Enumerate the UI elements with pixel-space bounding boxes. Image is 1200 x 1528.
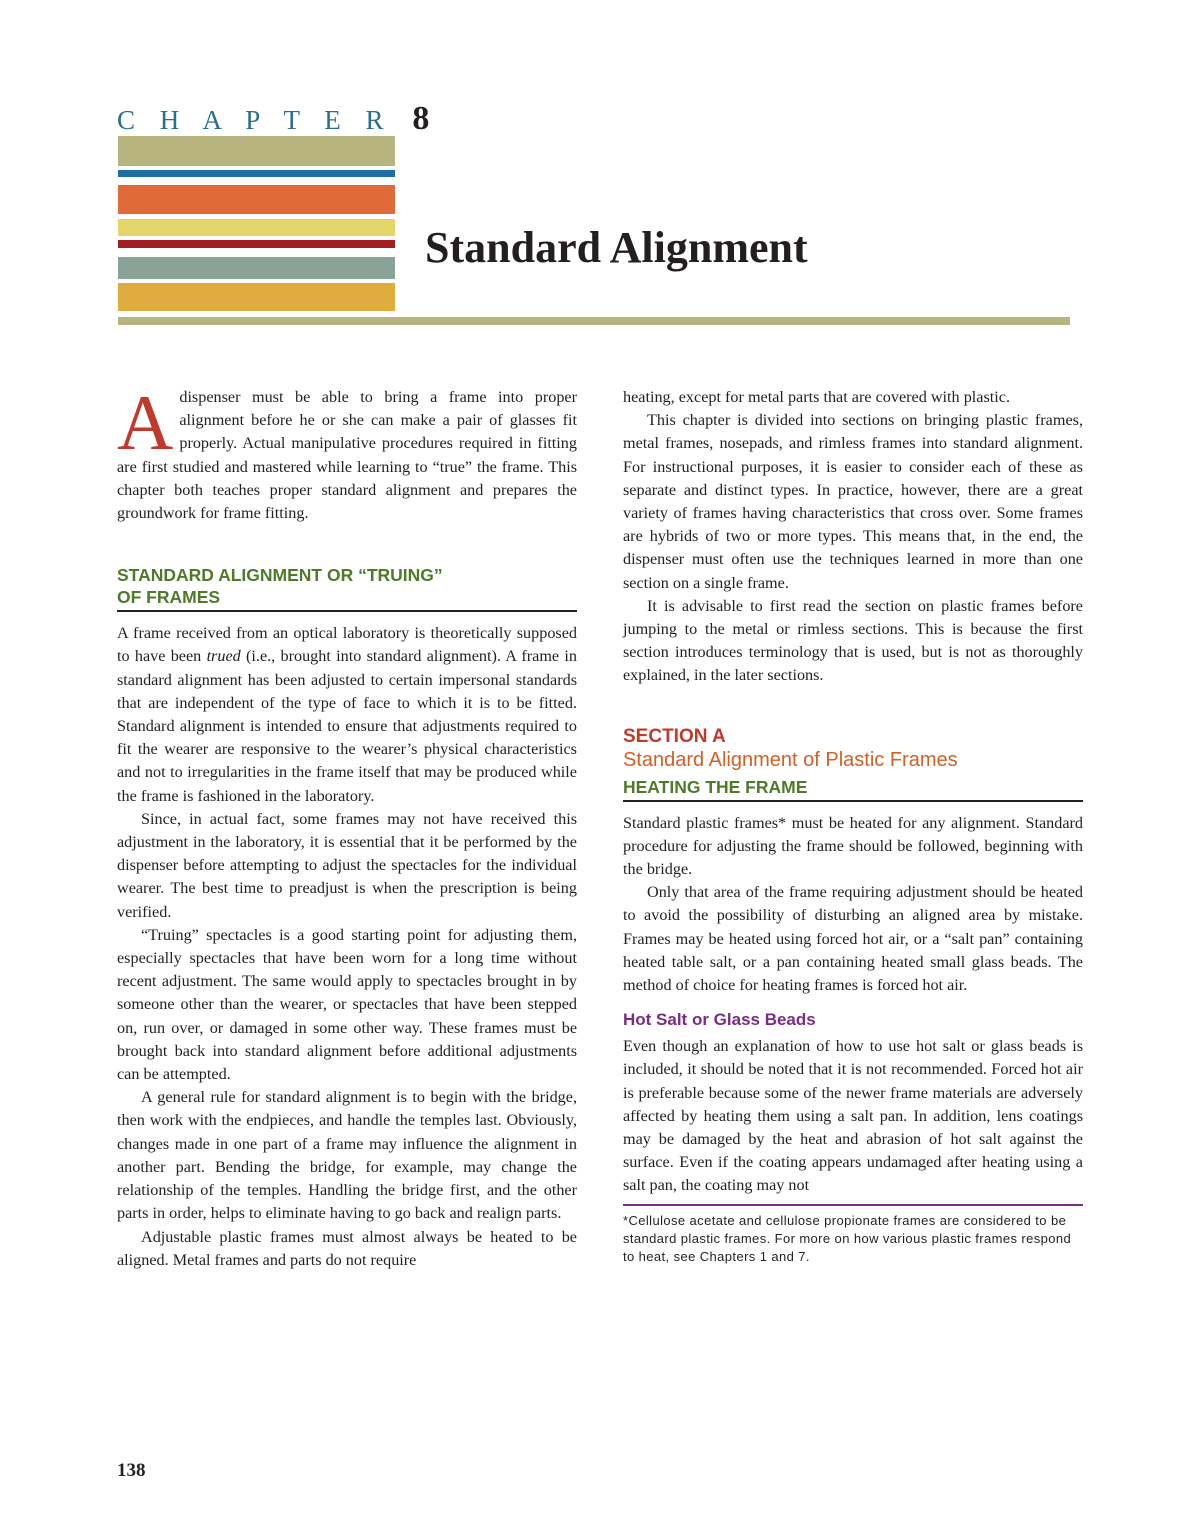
color-bar [118,136,395,166]
subheading-hot-salt: Hot Salt or Glass Beads [623,1010,816,1030]
section-heading-truing: STANDARD ALIGNMENT OR “TRUING” OF FRAMES [117,565,443,608]
chapter-title: Standard Alignment [425,223,808,272]
intro-paragraph: Adispenser must be able to bring a frame into proper alignment before he or she can make a pair of glasses fit properly. Actual manipulative procedures required in fitting are first studied and mastered while learning to “true” the frame. This chapter both teaches proper standard alignment and prepares the groundwork for frame fitting. [117,379,577,523]
color-bar [118,170,395,177]
paragraph: Only that area of the frame requiring adjustment should be heated to avoid the possibility of disturbing an aligned area by mistake. Frames may be heated using forced hot air, or a “salt pan” containing heated table salt, or a pan containing heated small glass beads. The method of choice for heating frames is forced hot air. [623,883,1083,995]
footnote: *Cellulose acetate and cellulose propionate frames are considered to be standard plastic frames. For more on how various plastic frames respond to heat, see Chapters 1 and 7. [623,1212,1072,1264]
section-title: Standard Alignment of Plastic Frames [623,748,958,771]
chapter-word: C H A P T E R [117,105,393,135]
color-bar [118,257,395,279]
left-column [117,379,577,1272]
color-bar [118,240,395,248]
color-bar [118,283,395,311]
paragraph: Since, in actual fact, some frames may not have received this adjustment in the laboratory, it is essential that it be performed by the dispenser before attempting to adjust the spectacles for the individual wearer. The best time to preadjust is when the prescription is being verified. [117,809,577,921]
paragraph: Standard plastic frames* must be heated for any alignment. Standard procedure for adjusting the frame should be followed, beginning with the bridge. [623,813,1083,879]
right-column [623,386,1083,1266]
paragraph: A frame received from an optical laboratory is theoretically supposed to have been trued (i.e., brought into standard alignment). A frame in standard alignment has been adjusted to certain impersonal standards that are independent of the type of face to which it is to be fitted. Standard alignment is intended to ensure that adjustments required to fit the wearer are responsive to the wearer’s physical characteristics and not to irregularities in the frame itself that may be produced while the frame is fashioned in the laboratory. [117,624,577,805]
footnote-rule [623,1204,1083,1206]
title-rule [118,317,1070,325]
paragraph: A general rule for standard alignment is to begin with the bridge, then work with the endpieces, and handle the temples last. Obviously, changes made in one part of a frame may influence the alignment in another part. Bending the bridge, for example, may change the relationship of the temples. Handling the bridge first, and the other parts in order, helps to eliminate having to go back and realign parts. [117,1088,577,1223]
paragraph: “Truing” spectacles is a good starting point for adjusting them, especially spectacles that have been worn for a long time without recent adjustment. The same would apply to spectacles brought in by someone other than the wearer, or spectacles that have been stepped on, run over, or damaged in some other way. These frames must be brought back into standard alignment before additional adjustments can be attempted. [117,925,577,1084]
paragraph: This chapter is divided into sections on bringing plastic frames, metal frames, nosepads, and rimless frames into standard alignment. For instructional purposes, it is easier to consider each of these as separate and distinct types. In practice, however, there are a great variety of frames having characteristics that cross over. Some frames are hybrids of two or more types. This means that, in the end, the dispenser must often use the techniques learned in more than one section on a single frame. [623,411,1083,592]
color-bar [118,219,395,236]
drop-cap: A [117,379,174,466]
chapter-label [117,100,429,138]
color-bar [118,185,395,214]
paragraph: It is advisable to first read the section on plastic frames before jumping to the metal or rimless sections. This is because the first section introduces terminology that is used, but is not as thoroughly explained, in the later sections. [623,596,1083,685]
paragraph: Adjustable plastic frames must almost always be heated to be aligned. Metal frames and parts do not require [117,1227,577,1269]
paragraph: heating, except for metal parts that are covered with plastic. [623,388,1010,406]
chapter-number: 8 [412,100,430,137]
section-label: SECTION A [623,725,726,747]
heading-heating-the-frame: HEATING THE FRAME [623,776,808,797]
page-number: 138 [117,1460,146,1481]
paragraph: Even though an explanation of how to use hot salt or glass beads is included, it should be noted that it is not recommended. Forced hot air is preferable because some of the newer frame materials are adversely affected by heating them using a salt pan. In addition, lens coatings may be damaged by the heat and abrasion of hot salt against the surface. Even if the coating appears undamaged after heating using a salt pan, the coating may not [623,1037,1083,1195]
